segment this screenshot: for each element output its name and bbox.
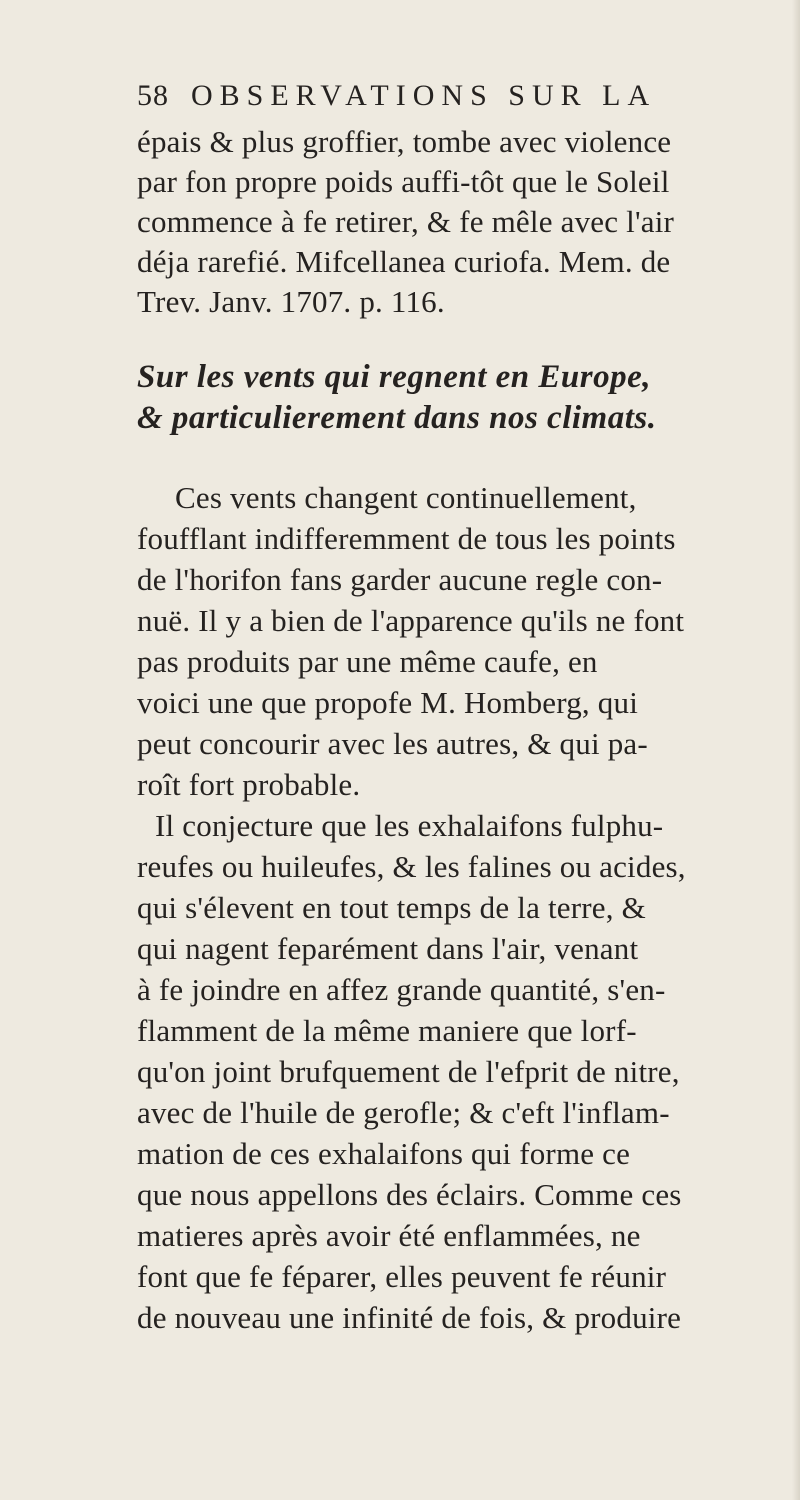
- paragraph-line: qui s'élevent en tout temps de la terre, &: [137, 890, 646, 925]
- paragraph-line: Il conjecture que les exhalaifons fulphu-: [155, 808, 664, 843]
- intro-line: par fon propre poids auffi-tôt que le Soleil: [137, 164, 670, 199]
- page-number: 58: [137, 79, 169, 112]
- running-header: [137, 76, 707, 116]
- section-title-line: Sur les vents qui regnent en Europe,: [137, 359, 651, 395]
- intro-line: déja rarefié. Mifcellanea curiofa. Mem. de: [137, 244, 671, 279]
- paragraph-line: roît fort probable.: [137, 767, 361, 802]
- running-title: OBSERVATIONS SUR LA: [191, 79, 657, 112]
- section-title-line: & particulierement dans nos climats.: [137, 400, 657, 436]
- intro-line: épais & plus groffier, tombe avec violence: [137, 124, 672, 159]
- paragraph-line: Ces vents changent continuellement,: [175, 480, 637, 515]
- paragraph-line: matieres après avoir été enflammées, ne: [137, 1218, 641, 1253]
- intro-line: commence à fe retirer, & fe mêle avec l'air: [137, 204, 675, 239]
- paragraph-line: de l'horifon fans garder aucune regle con-: [137, 562, 663, 597]
- paragraph-line: foufflant indifferemment de tous les points: [137, 521, 676, 556]
- paragraph-line: peut concourir avec les autres, & qui pa-: [137, 726, 648, 761]
- paragraph-line: avec de l'huile de gerofle; & c'eft l'inflam-: [137, 1095, 670, 1130]
- paragraph-line: qu'on joint brufquement de l'efprit de nitre,: [137, 1054, 680, 1089]
- paragraph-line: reufes ou huileufes, & les falines ou acides,: [137, 849, 686, 884]
- paragraph-line: font que fe féparer, elles peuvent fe réunir: [137, 1259, 667, 1294]
- paragraph-line: que nous appellons des éclairs. Comme ces: [137, 1177, 682, 1212]
- paragraph-line: flamment de la même maniere que lorf-: [137, 1013, 637, 1048]
- paragraph-line: mation de ces exhalaifons qui forme ce: [137, 1136, 631, 1171]
- paragraph-line: nuë. Il y a bien de l'apparence qu'ils ne font: [137, 603, 685, 638]
- paragraph-line: voici une que propofe M. Homberg, qui: [137, 685, 639, 720]
- paragraph-line: pas produits par une même caufe, en: [137, 644, 598, 679]
- page-edge-shadow: [792, 0, 800, 1500]
- paragraph-line: à fe joindre en affez grande quantité, s'en-: [137, 972, 666, 1007]
- paragraph-line: qui nagent feparément dans l'air, venant: [137, 931, 639, 966]
- paragraph-line: de nouveau une infinité de fois, & produire: [137, 1300, 682, 1335]
- intro-line: Trev. Janv. 1707. p. 116.: [137, 284, 445, 319]
